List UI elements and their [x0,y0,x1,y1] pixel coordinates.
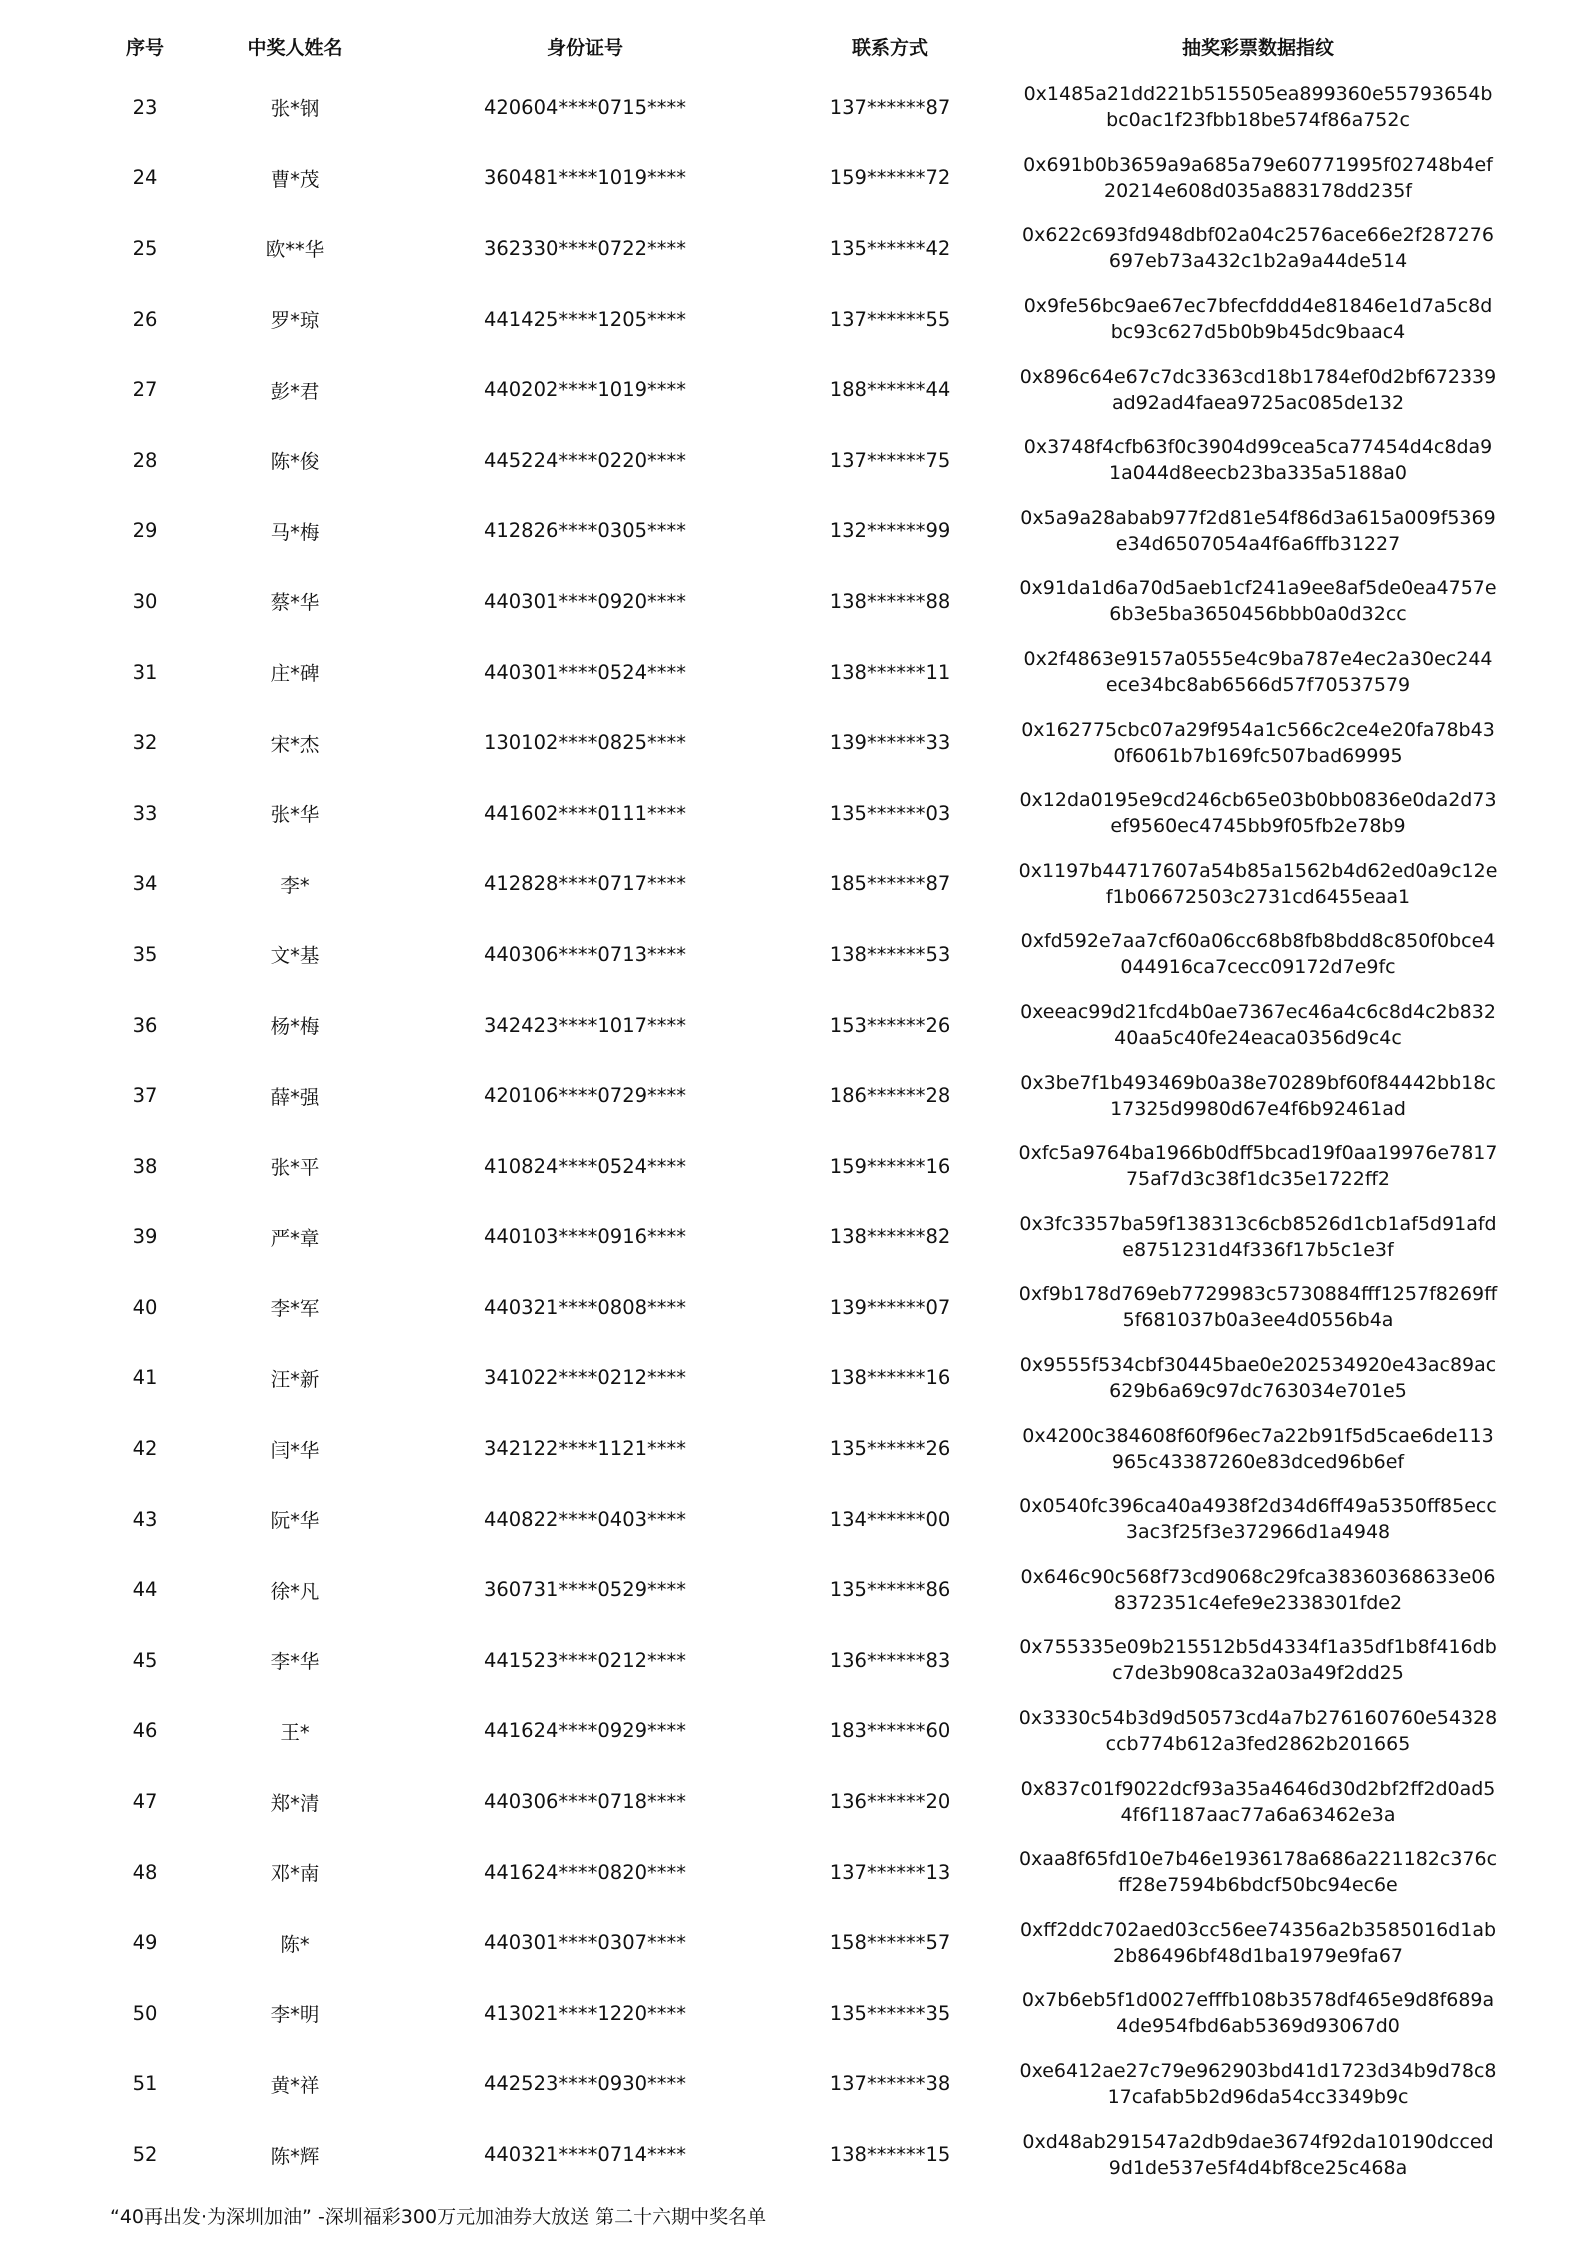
table-row [0,1343,1586,1414]
serial-number-cell: 29 [132,519,158,543]
ticket-fingerprint-text: 0xff2ddc702aed03cc56ee74356a2b3585016d1ab2b86496bf48d1ba1979e9fa67 [1019,1918,1497,1967]
serial-number-cell: 49 [132,1931,158,1955]
ticket-fingerprint-cell [998,990,1518,1061]
contact-cell: 136******83 [829,1648,951,1672]
table-row [0,1413,1586,1484]
id-number-cell: 441624****0820**** [483,1860,687,1884]
serial-number-cell: 27 [132,378,158,402]
id-number-cell: 341022****0212**** [483,1366,687,1390]
winner-name-cell: 李*明 [270,2003,320,2027]
id-number-cell: 130102****0825**** [483,731,687,755]
ticket-fingerprint-text: 0x755335e09b215512b5d4334f1a35df1b8f416dbc7de3b908ca32a03a49f2dd25 [1019,1636,1497,1685]
contact-cell: 138******15 [829,2143,951,2167]
ticket-fingerprint-cell [998,1484,1518,1555]
winner-name-cell: 阮*华 [270,1509,320,1533]
serial-number-cell: 25 [132,236,158,260]
table-row [0,213,1586,284]
id-number-cell: 440822****0403**** [483,1507,687,1531]
winner-name-cell: 文*基 [270,944,320,968]
ticket-fingerprint-text: 0xe6412ae27c79e962903bd41d1723d34b9d78c817cafab5b2d96da54cc3349b9c [1019,2059,1497,2108]
serial-number-cell: 26 [132,307,158,331]
contact-cell: 134******00 [829,1507,951,1531]
id-number-cell: 412826****0305**** [483,519,687,543]
table-row [0,1060,1586,1131]
ticket-fingerprint-cell [998,2119,1518,2190]
ticket-fingerprint-text: 0x0540fc396ca40a4938f2d34d6ff49a5350ff85ecc3ac3f25f3e372966d1a4948 [1019,1495,1497,1544]
winner-name-cell: 陈*俊 [270,450,320,474]
contact-cell: 137******55 [829,307,951,331]
contact-cell: 135******35 [829,2001,951,2025]
contact-cell: 186******28 [829,1084,951,1108]
ticket-fingerprint-text: 0x1197b44717607a54b85a1562b4d62ed0a9c12ef1b06672503c2731cd6455eaa1 [1018,859,1498,908]
id-number-cell: 410824****0524**** [483,1154,687,1178]
contact-cell: 135******26 [829,1437,951,1461]
table-row [0,1766,1586,1837]
winner-name-cell: 庄*碑 [270,662,320,686]
ticket-fingerprint-cell [998,1837,1518,1908]
table-row [0,1554,1586,1625]
contact-cell: 138******82 [829,1225,951,1249]
winner-name-cell: 蔡*华 [270,591,320,615]
serial-number-cell: 33 [132,801,158,825]
winner-name-cell: 严*章 [270,1226,320,1250]
serial-number-cell: 41 [132,1366,158,1390]
id-number-cell: 441624****0929**** [483,1719,687,1743]
serial-number-cell: 47 [132,1790,158,1814]
ticket-fingerprint-text: 0x91da1d6a70d5aeb1cf241a9ee8af5de0ea4757e6b3e5ba3650456bbb0a0d32cc [1019,577,1497,626]
serial-number-cell: 44 [132,1578,158,1602]
winner-name-cell: 王* [280,1720,310,1744]
ticket-fingerprint-text: 0x4200c384608f60f96ec7a22b91f5d5cae6de113965c43387260e83dced96b6ef [1022,1424,1494,1473]
ticket-fingerprint-text: 0xfd592e7aa7cf60a06cc68b8fb8bdd8c850f0bce4044916ca7cecc09172d7e9fc [1020,930,1496,979]
serial-number-cell: 46 [132,1719,158,1743]
serial-number-cell: 42 [132,1437,158,1461]
table-row [0,990,1586,1061]
id-number-cell: 342122****1121**** [483,1437,687,1461]
id-number-cell: 360731****0529**** [483,1578,687,1602]
contact-cell: 137******87 [829,95,951,119]
serial-number-cell: 38 [132,1154,158,1178]
ticket-fingerprint-cell [998,1060,1518,1131]
table-row [0,707,1586,778]
ticket-fingerprint-text: 0x837c01f9022dcf93a35a4646d30d2bf2ff2d0ad54f6f1187aac77a6a63462e3a [1020,1777,1496,1826]
id-number-cell: 342423****1017**** [483,1013,687,1037]
ticket-fingerprint-text: 0x12da0195e9cd246cb65e03b0bb0836e0da2d73ef9560ec4745bb9f05fb2e78b9 [1019,789,1497,838]
winner-name-cell: 李* [280,873,310,897]
id-number-cell: 420106****0729**** [483,1084,687,1108]
table-row [0,354,1586,425]
contact-cell: 135******42 [829,236,951,260]
ticket-fingerprint-text: 0xd48ab291547a2db9dae3674f92da10190dcced9d1de537e5f4d4bf8ce25c468a [1022,2130,1494,2179]
winner-name-cell: 闫*华 [270,1438,320,1462]
ticket-fingerprint-text: 0x896c64e67c7dc3363cd18b1784ef0d2bf672339ad92ad4faea9725ac085de132 [1019,365,1497,414]
contact-cell: 136******20 [829,1790,951,1814]
serial-number-cell: 52 [132,2143,158,2167]
id-number-cell: 441602****0111**** [483,801,687,825]
id-number-cell: 440306****0713**** [483,942,687,966]
ticket-fingerprint-text: 0x9fe56bc9ae67ec7bfecfddd4e81846e1d7a5c8dbc93c627d5b0b9b45dc9baac4 [1023,295,1493,344]
serial-number-cell: 45 [132,1648,158,1672]
contact-cell: 185******87 [829,872,951,896]
id-number-cell: 440306****0718**** [483,1790,687,1814]
ticket-fingerprint-text: 0x622c693fd948dbf02a04c2576ace66e2f287276697eb73a432c1b2a9a44de514 [1022,224,1494,273]
winner-name-cell: 郑*清 [270,1791,320,1815]
id-number-cell: 440202****1019**** [483,378,687,402]
winner-name-cell: 薛*强 [270,1085,320,1109]
serial-number-cell: 48 [132,1860,158,1884]
ticket-fingerprint-cell [998,213,1518,284]
table-row [0,1837,1586,1908]
table-row [0,1625,1586,1696]
ticket-fingerprint-text: 0x691b0b3659a9a685a79e60771995f02748b4ef20214e608d035a883178dd235f [1023,153,1493,202]
ticket-fingerprint-cell [998,1413,1518,1484]
ticket-fingerprint-text: 0x9555f534cbf30445bae0e202534920e43ac89ac629b6a69c97dc763034e701e5 [1019,1353,1497,1402]
header-winner-name: 中奖人姓名 [247,36,343,59]
serial-number-cell: 31 [132,660,158,684]
ticket-fingerprint-cell [998,425,1518,496]
contact-cell: 139******07 [829,1295,951,1319]
ticket-fingerprint-cell [998,1978,1518,2049]
table-row [0,919,1586,990]
table-row [0,1978,1586,2049]
id-number-cell: 442523****0930**** [483,2072,687,2096]
ticket-fingerprint-cell [998,1696,1518,1767]
winner-name-cell: 汪*新 [270,1367,320,1391]
ticket-fingerprint-text: 0xfc5a9764ba1966b0dff5bcad19f0aa19976e781775af7d3c38f1dc35e1722ff2 [1018,1142,1498,1191]
ticket-fingerprint-text: 0x3330c54b3d9d50573cd4a7b276160760e54328ccb774b612a3fed2862b201665 [1018,1706,1498,1755]
id-number-cell: 413021****1220**** [483,2001,687,2025]
serial-number-cell: 43 [132,1507,158,1531]
table-row [0,2119,1586,2190]
table-row [0,1202,1586,1273]
table-row [0,1272,1586,1343]
winner-name-cell: 陈* [280,1932,310,1956]
ticket-fingerprint-cell [998,354,1518,425]
table-row [0,1696,1586,1767]
table-row [0,425,1586,496]
ticket-fingerprint-cell [998,919,1518,990]
id-number-cell: 441425****1205**** [483,307,687,331]
ticket-fingerprint-cell [998,1272,1518,1343]
ticket-fingerprint-text: 0x3fc3357ba59f138313c6cb8526d1cb1af5d91afde8751231d4f336f17b5c1e3f [1019,1212,1497,1261]
serial-number-cell: 28 [132,448,158,472]
table-row [0,143,1586,214]
ticket-fingerprint-text: 0x162775cbc07a29f954a1c566c2ce4e20fa78b430f6061b7b169fc507bad69995 [1021,718,1495,767]
serial-number-cell: 51 [132,2072,158,2096]
header-serial-number: 序号 [125,36,164,59]
contact-cell: 188******44 [829,378,951,402]
table-row [0,1131,1586,1202]
contact-cell: 137******38 [829,2072,951,2096]
contact-cell: 138******11 [829,660,951,684]
header-ticket-fingerprint: 抽奖彩票数据指纹 [1181,36,1334,59]
ticket-fingerprint-text: 0xf9b178d769eb7729983c5730884fff1257f8269ff5f681037b0a3ee4d0556b4a [1018,1283,1498,1332]
table-row [0,566,1586,637]
id-number-cell: 362330****0722**** [483,236,687,260]
ticket-fingerprint-cell [998,778,1518,849]
ticket-fingerprint-cell [998,707,1518,778]
serial-number-cell: 24 [132,166,158,190]
winner-name-cell: 邓*南 [270,1862,320,1886]
winner-table-body [0,72,1586,2190]
id-number-cell: 440301****0307**** [483,1931,687,1955]
table-row [0,2049,1586,2120]
contact-cell: 135******86 [829,1578,951,1602]
serial-number-cell: 40 [132,1295,158,1319]
ticket-fingerprint-cell [998,1625,1518,1696]
ticket-fingerprint-cell [998,637,1518,708]
winner-name-cell: 黄*祥 [270,2073,320,2097]
table-row [0,284,1586,355]
winner-name-cell: 张*钢 [270,97,320,121]
ticket-fingerprint-cell [998,284,1518,355]
contact-cell: 153******26 [829,1013,951,1037]
serial-number-cell: 35 [132,942,158,966]
ticket-fingerprint-cell [998,1766,1518,1837]
table-row [0,778,1586,849]
ticket-fingerprint-cell [998,1554,1518,1625]
contact-cell: 183******60 [829,1719,951,1743]
id-number-cell: 440321****0714**** [483,2143,687,2167]
winner-name-cell: 徐*凡 [270,1579,320,1603]
ticket-fingerprint-text: 0x7b6eb5f1d0027efffb108b3578df465e9d8f689a4de954fbd6ab5369d93067d0 [1021,1989,1495,2038]
contact-cell: 137******13 [829,1860,951,1884]
header-id-number: 身份证号 [546,36,623,59]
ticket-fingerprint-text: 0x3be7f1b493469b0a38e70289bf60f84442bb18c17325d9980d67e4f6b92461ad [1020,1071,1496,1120]
contact-cell: 158******57 [829,1931,951,1955]
table-row [0,496,1586,567]
winner-name-cell: 曹*茂 [270,167,320,191]
ticket-fingerprint-text: 0x3748f4cfb63f0c3904d99cea5ca77454d4c8da91a044d8eecb23ba335a5188a0 [1023,436,1493,485]
contact-cell: 137******75 [829,448,951,472]
contact-cell: 139******33 [829,731,951,755]
contact-cell: 159******16 [829,1154,951,1178]
serial-number-cell: 34 [132,872,158,896]
table-row [0,1484,1586,1555]
contact-cell: 138******53 [829,942,951,966]
table-row [0,72,1586,143]
ticket-fingerprint-text: 0xeeac99d21fcd4b0ae7367ec46a4c6c8d4c2b83240aa5c40fe24eaca0356d9c4c [1020,1001,1496,1050]
winner-name-cell: 李*军 [270,1297,320,1321]
table-row [0,849,1586,920]
winner-name-cell: 张*华 [270,803,320,827]
winner-name-cell: 李*华 [270,1650,320,1674]
ticket-fingerprint-cell [998,143,1518,214]
winner-name-cell: 宋*杰 [270,732,320,756]
ticket-fingerprint-cell [998,849,1518,920]
document-footer: “40再出发·为深圳加油” -深圳福彩300万元加油券大放送 第二十六期中奖名单 [110,2206,767,2228]
contact-cell: 138******16 [829,1366,951,1390]
serial-number-cell: 39 [132,1225,158,1249]
contact-cell: 159******72 [829,166,951,190]
ticket-fingerprint-cell [998,1907,1518,1978]
table-row [0,637,1586,708]
id-number-cell: 440301****0920**** [483,589,687,613]
ticket-fingerprint-text: 0x2f4863e9157a0555e4c9ba787e4ec2a30ec244ece34bc8ab6566d57f70537579 [1023,648,1493,697]
contact-cell: 138******88 [829,589,951,613]
serial-number-cell: 30 [132,589,158,613]
id-number-cell: 441523****0212**** [483,1648,687,1672]
ticket-fingerprint-cell [998,72,1518,143]
ticket-fingerprint-cell [998,496,1518,567]
ticket-fingerprint-cell [998,566,1518,637]
table-header [0,26,1586,66]
serial-number-cell: 32 [132,731,158,755]
id-number-cell: 440103****0916**** [483,1225,687,1249]
table-row [0,1907,1586,1978]
ticket-fingerprint-text: 0x646c90c568f73cd9068c29fca38360368633e068372351c4efe9e2338301fde2 [1020,1565,1496,1614]
winner-name-cell: 彭*君 [270,379,320,403]
ticket-fingerprint-cell [998,2049,1518,2120]
winner-name-cell: 马*梅 [270,520,320,544]
ticket-fingerprint-cell [998,1202,1518,1273]
contact-cell: 132******99 [829,519,951,543]
ticket-fingerprint-cell [998,1343,1518,1414]
id-number-cell: 440301****0524**** [483,660,687,684]
id-number-cell: 445224****0220**** [483,448,687,472]
serial-number-cell: 36 [132,1013,158,1037]
winner-name-cell: 欧**华 [265,238,325,262]
winner-name-cell: 罗*琼 [270,309,320,333]
ticket-fingerprint-text: 0x5a9a28abab977f2d81e54f86d3a615a009f5369e34d6507054a4f6a6ffb31227 [1020,506,1496,555]
winner-name-cell: 杨*梅 [270,1015,320,1039]
serial-number-cell: 50 [132,2001,158,2025]
header-contact: 联系方式 [851,36,928,59]
id-number-cell: 440321****0808**** [483,1295,687,1319]
winner-name-cell: 张*平 [270,1156,320,1180]
id-number-cell: 420604****0715**** [483,95,687,119]
ticket-fingerprint-text: 0x1485a21dd221b515505ea899360e55793654bbc0ac1f23fbb18be574f86a752c [1023,83,1493,132]
serial-number-cell: 23 [132,95,158,119]
serial-number-cell: 37 [132,1084,158,1108]
contact-cell: 135******03 [829,801,951,825]
ticket-fingerprint-cell [998,1131,1518,1202]
winner-name-cell: 陈*辉 [270,2144,320,2168]
id-number-cell: 360481****1019**** [483,166,687,190]
id-number-cell: 412828****0717**** [483,872,687,896]
ticket-fingerprint-text: 0xaa8f65fd10e7b46e1936178a686a221182c376cff28e7594b6bdcf50bc94ec6e [1018,1848,1498,1897]
